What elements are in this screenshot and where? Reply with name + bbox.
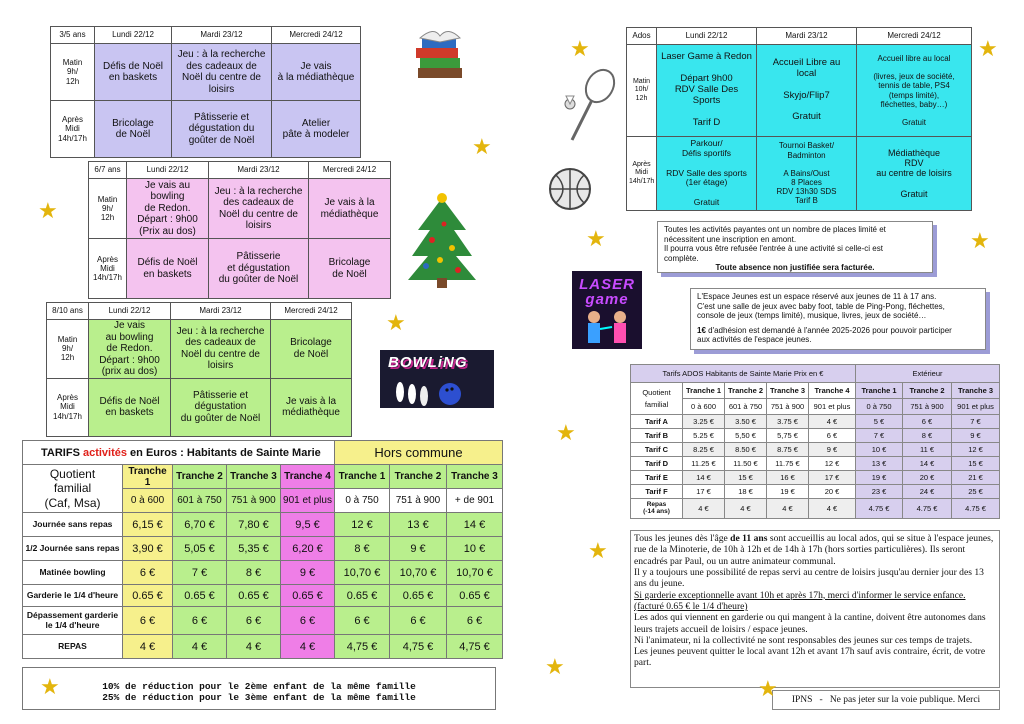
tarif-value: 3,90 € <box>123 537 173 561</box>
tranche-header: Tranche 1 <box>856 383 903 399</box>
ados-tarif-value: 14 € <box>683 471 725 485</box>
tarif-row-label: REPAS <box>23 635 123 659</box>
tarif-row-label: Journée sans repas <box>23 513 123 537</box>
ados-tarif-value: 23 € <box>856 485 903 499</box>
hors-commune-header: Hors commune <box>335 441 503 465</box>
range-cell: 0 à 600 <box>683 399 725 415</box>
tarifs-title: TARIFS activités en Euros : Habitants de Sainte Marie <box>23 441 335 465</box>
tarif-value: 10,70 € <box>335 561 390 585</box>
afternoon-label: Après Midi 14h/17h <box>89 239 127 299</box>
ados-tarif-value: 15 € <box>952 457 1000 471</box>
day-header: Mercredi 24/12 <box>272 27 361 44</box>
tranche-header: Tranche 2 <box>725 383 767 399</box>
christmas-tree-icon <box>402 190 482 290</box>
tarif-value: 6 € <box>390 607 447 635</box>
ados-tarif-value: 12 € <box>952 443 1000 457</box>
ados-tarif-value: 3.25 € <box>683 415 725 429</box>
activity-cell: Pâtisserie et dégustation du goûter de Noël <box>209 239 309 299</box>
day-header: Mercredi 24/12 <box>309 162 391 179</box>
tranche-header: Tranche 2 <box>390 465 447 489</box>
ados-tarif-value: 17 € <box>683 485 725 499</box>
range-cell: 901 et plus <box>281 489 335 513</box>
age-label: 8/10 ans <box>47 303 89 320</box>
ados-tarif-value: 21 € <box>952 471 1000 485</box>
star-icon: ★ <box>545 654 565 679</box>
basketball-icon <box>547 166 593 212</box>
tarif-value: 8 € <box>335 537 390 561</box>
ados-tarif-row <box>631 471 1000 485</box>
books-icon <box>410 26 466 84</box>
notice-line: complète. <box>664 253 699 263</box>
tarif-value: 9,5 € <box>281 513 335 537</box>
notice-line: nécessitent une inscription en amont. <box>664 234 797 244</box>
ados-tarif-value: 11 € <box>903 443 952 457</box>
range-cell: 0 à 750 <box>335 489 390 513</box>
ados-tarif-value: 11.75 € <box>767 457 809 471</box>
quotient-familial-label: Quotient familial (Caf, Msa) <box>23 465 123 513</box>
ados-tarifs-table <box>630 364 1000 519</box>
ados-tarif-value: 4 € <box>683 499 725 519</box>
notice-paragraph: 1€ d'adhésion est demandé à l'année 2025-2026 pour pouvoir participer aux activités de l'espace jeunes. <box>697 325 952 345</box>
activity-cell: Laser Game à Redon Départ 9h00 RDV Salle Des Sports Tarif D <box>657 45 757 137</box>
tarif-value: 0.65 € <box>447 585 503 607</box>
tranche-header: Tranche 1 <box>335 465 390 489</box>
ados-tarif-value: 3.75 € <box>767 415 809 429</box>
tarif-value: 0.65 € <box>123 585 173 607</box>
ados-tarif-row <box>631 429 1000 443</box>
tarif-value: 10 € <box>447 537 503 561</box>
reduction-line: 25% de réduction pour le 3ème enfant de la même famille <box>102 692 416 703</box>
laser-game-image <box>572 271 642 349</box>
activity-cell: Bricolage de Noël <box>95 101 172 158</box>
ados-tarif-value: 4.75 € <box>856 499 903 519</box>
morning-label: Matin 9h/ 12h <box>47 320 89 379</box>
ados-tarif-value: 8.75 € <box>767 443 809 457</box>
tarif-value: 7 € <box>173 561 227 585</box>
schedule-ados <box>626 27 972 211</box>
ados-tarif-value: 4 € <box>809 415 856 429</box>
tarif-value: 10,70 € <box>447 561 503 585</box>
ados-tarif-value: 4 € <box>809 499 856 519</box>
day-header: Mercredi 24/12 <box>857 28 972 45</box>
activity-cell: Pâtisserie et dégustation du goûter de Noël <box>172 101 272 158</box>
ados-tarif-value: 8.25 € <box>683 443 725 457</box>
activity-cell: Jeu : à la recherche des cadeaux de Noël du centre de loisirs <box>172 44 272 101</box>
day-header: Lundi 22/12 <box>89 303 171 320</box>
reduction-box <box>22 667 496 710</box>
ados-tarif-label: Tarif E <box>631 471 683 485</box>
tarif-row-label: Garderie le 1/4 d'heure <box>23 585 123 607</box>
ados-tarif-value: 14 € <box>903 457 952 471</box>
laser-game-label: LASER game <box>579 276 635 308</box>
range-cell: 0 à 600 <box>123 489 173 513</box>
info-paragraph: Ni l'animateur, ni la collectivité ne sont responsables des jeunes sur ces temps de trajets. <box>634 634 973 646</box>
tarif-value: 0.65 € <box>173 585 227 607</box>
ados-tarif-value: 20 € <box>903 471 952 485</box>
tarif-row <box>23 607 503 635</box>
tarif-value: 7,80 € <box>227 513 281 537</box>
tranche-header: Tranche 4 <box>281 465 335 489</box>
activity-cell: Je vais au bowling de Redon. Départ : 9h00 (prix au dos) <box>89 320 171 379</box>
ados-tarif-label: Tarif C <box>631 443 683 457</box>
tarif-value: 9 € <box>390 537 447 561</box>
range-cell: + de 901 <box>447 489 503 513</box>
quotient-familial-label: Quotient familial <box>631 383 683 415</box>
ados-tarif-value: 4 € <box>767 499 809 519</box>
info-paragraph: Si garderie exceptionnelle avant 10h et après 17h, merci d'informer le service enfance. (facturé 0.65 € le 1/4 d'heure) <box>634 589 966 612</box>
activity-cell: Bricolage de Noël <box>271 320 352 379</box>
activity-cell: Je vais à la médiathèque <box>271 378 352 436</box>
activity-cell: Tournoi Basket/ Badminton A Bains/Oust 8 Places RDV 13h30 SDS Tarif B <box>757 137 857 211</box>
badminton-icon <box>560 66 618 148</box>
ados-tarif-value: 7 € <box>952 415 1000 429</box>
tarif-value: 6 € <box>173 607 227 635</box>
range-cell: 751 à 900 <box>767 399 809 415</box>
afternoon-label: Après Midi 14h/17h <box>51 101 95 158</box>
tarif-value: 6 € <box>281 607 335 635</box>
ados-tarif-value: 8 € <box>903 429 952 443</box>
activity-cell: Accueil libre au local (livres, jeux de société, tennis de table, PS4 (temps limité), fléchettes, baby…) Gratuit <box>857 45 972 137</box>
tarif-value: 10,70 € <box>390 561 447 585</box>
ados-tarif-value: 9 € <box>809 443 856 457</box>
ados-tarif-value: 10 € <box>856 443 903 457</box>
info-box <box>630 530 1000 688</box>
tarif-value: 0.65 € <box>227 585 281 607</box>
activity-cell: Défis de Noël en baskets <box>95 44 172 101</box>
day-header: Mardi 23/12 <box>171 303 271 320</box>
schedule-8-10 <box>46 302 352 437</box>
day-header: Mercredi 24/12 <box>271 303 352 320</box>
bowling-label: BOWLiNG <box>388 354 468 371</box>
tarif-row <box>23 537 503 561</box>
range-cell: 751 à 900 <box>227 489 281 513</box>
ados-tarif-value: 25 € <box>952 485 1000 499</box>
ados-tarif-value: 9 € <box>952 429 1000 443</box>
ados-tarif-label: Tarif D <box>631 457 683 471</box>
notice-line: Il pourra vous être refusée l'entrée à une activité si celle-ci est <box>664 244 883 254</box>
info-paragraph: Les ados qui viennent en garderie ou qui mangent à la cantine, doivent être autonomes dans leurs trajets accueil de loisirs / espace jeunes. <box>634 612 986 635</box>
ados-tarif-value: 5,50 € <box>725 429 767 443</box>
tarif-row <box>23 513 503 537</box>
activity-cell: Défis de Noël en baskets <box>89 378 171 436</box>
ados-tarif-value: 24 € <box>903 485 952 499</box>
tarif-row <box>23 561 503 585</box>
tarif-row-label: Matinée bowling <box>23 561 123 585</box>
tarif-value: 6 € <box>227 607 281 635</box>
ados-tarif-value: 4 € <box>725 499 767 519</box>
ados-tarif-value: 19 € <box>767 485 809 499</box>
day-header: Mardi 23/12 <box>172 27 272 44</box>
tarif-value: 13 € <box>390 513 447 537</box>
star-icon: ★ <box>588 538 608 563</box>
tranche-header: Tranche 3 <box>767 383 809 399</box>
tarif-value: 6 € <box>123 607 173 635</box>
morning-label: Matin 10h/ 12h <box>627 45 657 137</box>
tarif-value: 12 € <box>335 513 390 537</box>
bowling-image <box>380 350 494 408</box>
tarif-value: 14 € <box>447 513 503 537</box>
tarif-value: 4 € <box>123 635 173 659</box>
ados-tarif-value: 17 € <box>809 471 856 485</box>
ados-tarif-row <box>631 499 1000 519</box>
activity-cell: Défis de Noël en baskets <box>127 239 209 299</box>
afternoon-label: Après Midi 14h/17h <box>627 137 657 211</box>
ados-tarif-value: 15 € <box>725 471 767 485</box>
tarif-value: 6 € <box>123 561 173 585</box>
tarif-value: 6,20 € <box>281 537 335 561</box>
activity-cell: Je vais à la médiathèque <box>309 179 391 239</box>
ados-tarif-value: 4.75 € <box>903 499 952 519</box>
tranche-header: Tranche 1 <box>683 383 725 399</box>
info-paragraph: Les jeunes peuvent quitter le local avant 12h et avant 17h sauf avis contraire, écrit, de votre part. <box>634 646 986 669</box>
activity-cell: Je vais au bowling de Redon. Départ : 9h00 (Prix au dos) <box>127 179 209 239</box>
ados-tarif-value: 5 € <box>856 415 903 429</box>
ados-tarif-value: 3.50 € <box>725 415 767 429</box>
ados-tarif-value: 8.50 € <box>725 443 767 457</box>
activity-cell: Jeu : à la recherche des cadeaux de Noël du centre de loisirs <box>171 320 271 379</box>
star-icon: ★ <box>586 226 606 251</box>
range-cell: 751 à 900 <box>903 399 952 415</box>
age-label: 6/7 ans <box>89 162 127 179</box>
ados-tarif-value: 6 € <box>809 429 856 443</box>
tarif-value: 4,75 € <box>335 635 390 659</box>
age-label: Ados <box>627 28 657 45</box>
star-icon: ★ <box>978 36 998 61</box>
notice-line: Toutes les activités payantes ont un nombre de places limité et <box>664 225 886 234</box>
ados-tarif-value: 20 € <box>809 485 856 499</box>
tarif-row-label: Dépassement garderie le 1/4 d'heure <box>23 607 123 635</box>
tarif-value: 4 € <box>227 635 281 659</box>
ados-tarif-value: 5,75 € <box>767 429 809 443</box>
tarif-value: 8 € <box>227 561 281 585</box>
info-paragraph: Tous les jeunes dès l'âge de 11 ans sont accueillis au local ados, qui se situe à l'espace jeunes, rue de la Minoterie, de 10h à 12h et de 14h à 17h (hors sorties particulières). Ils seront encadrés par Paul, ou un autre animateur communal. <box>634 533 994 567</box>
ados-tarif-value: 4.75 € <box>952 499 1000 519</box>
activity-cell: Jeu : à la recherche des cadeaux de Noël du centre de loisirs <box>209 179 309 239</box>
star-icon: ★ <box>472 134 492 159</box>
notice-line: Toute absence non justifiée sera facturée. <box>715 263 875 273</box>
star-icon: ★ <box>758 676 778 701</box>
notice-espace-jeunes <box>690 288 986 350</box>
tarif-value: 0.65 € <box>281 585 335 607</box>
ados-tarif-value: 18 € <box>725 485 767 499</box>
ados-tarif-value: 12 € <box>809 457 856 471</box>
footer-ipns: IPNS - Ne pas jeter sur la voie publique. Merci <box>772 690 1000 710</box>
range-cell: 901 et plus <box>952 399 1000 415</box>
ados-tarif-label: Tarif A <box>631 415 683 429</box>
activity-cell: Atelier pâte à modeler <box>272 101 361 158</box>
tarif-value: 0.65 € <box>390 585 447 607</box>
tarif-row <box>23 585 503 607</box>
activity-cell: Médiathèque RDV au centre de loisirs Gratuit <box>857 137 972 211</box>
tranche-header: Tranche 3 <box>952 383 1000 399</box>
tranche-header: Tranche 3 <box>227 465 281 489</box>
ados-tarif-value: 16 € <box>767 471 809 485</box>
star-icon: ★ <box>40 674 60 699</box>
reduction-line: 10% de réduction pour le 2ème enfant de la même famille <box>102 681 416 692</box>
activity-cell: Je vais à la médiathèque <box>272 44 361 101</box>
players-icon <box>572 305 642 349</box>
range-cell: 0 à 750 <box>856 399 903 415</box>
ados-tarif-row <box>631 443 1000 457</box>
activity-cell: Parkour/ Défis sportifs RDV Salle des sports (1er étage) Gratuit <box>657 137 757 211</box>
activity-cell: Pâtisserie et dégustation du goûter de Noël <box>171 378 271 436</box>
tranche-header: Tranche 4 <box>809 383 856 399</box>
tranche-header: Tranche 2 <box>903 383 952 399</box>
tarif-value: 6,15 € <box>123 513 173 537</box>
tarif-row <box>23 635 503 659</box>
ados-tarif-label: Tarif F <box>631 485 683 499</box>
tranche-header: Tranche 2 <box>173 465 227 489</box>
tarif-value: 0.65 € <box>335 585 390 607</box>
morning-label: Matin 9h/ 12h <box>89 179 127 239</box>
day-header: Mardi 23/12 <box>209 162 309 179</box>
ados-tarif-value: 19 € <box>856 471 903 485</box>
day-header: Lundi 22/12 <box>127 162 209 179</box>
range-cell: 901 et plus <box>809 399 856 415</box>
ados-tarif-value: 11.50 € <box>725 457 767 471</box>
day-header: Lundi 22/12 <box>657 28 757 45</box>
tarif-row-label: 1/2 Journée sans repas <box>23 537 123 561</box>
range-cell: 751 à 900 <box>390 489 447 513</box>
ados-tarif-row <box>631 457 1000 471</box>
exterieur-header: Extérieur <box>856 365 1000 383</box>
range-cell: 601 à 750 <box>725 399 767 415</box>
tarif-value: 4 € <box>173 635 227 659</box>
afternoon-label: Après Midi 14h/17h <box>47 378 89 436</box>
ados-tarif-value: 13 € <box>856 457 903 471</box>
star-icon: ★ <box>386 310 406 335</box>
tranche-header: Tranche 3 <box>447 465 503 489</box>
day-header: Mardi 23/12 <box>757 28 857 45</box>
ados-tarif-label: Repas (-14 ans) <box>631 499 683 519</box>
day-header: Lundi 22/12 <box>95 27 172 44</box>
tranche-header: Tranche 1 <box>123 465 173 489</box>
tarif-value: 4,75 € <box>447 635 503 659</box>
activity-cell: Accueil Libre au local Skyjo/Flip7 Gratuit <box>757 45 857 137</box>
star-icon: ★ <box>570 36 590 61</box>
tarif-value: 4 € <box>281 635 335 659</box>
tarif-value: 5,35 € <box>227 537 281 561</box>
schedule-3-5 <box>50 26 361 158</box>
ados-tarif-row <box>631 485 1000 499</box>
tarif-value: 6,70 € <box>173 513 227 537</box>
star-icon: ★ <box>970 228 990 253</box>
ados-tarif-value: 6 € <box>903 415 952 429</box>
ados-tarif-label: Tarif B <box>631 429 683 443</box>
age-label: 3/5 ans <box>51 27 95 44</box>
tarif-value: 9 € <box>281 561 335 585</box>
schedule-6-7 <box>88 161 391 299</box>
tarif-value: 6 € <box>447 607 503 635</box>
ados-tarifs-title: Tarifs ADOS Habitants de Sainte Marie Prix en € <box>631 365 856 383</box>
ados-tarif-row <box>631 415 1000 429</box>
bowling-pins-icon <box>380 372 494 408</box>
ados-tarif-value: 5.25 € <box>683 429 725 443</box>
range-cell: 601 à 750 <box>173 489 227 513</box>
tarifs-table <box>22 440 503 659</box>
star-icon: ★ <box>556 420 576 445</box>
tarif-value: 5,05 € <box>173 537 227 561</box>
notice-limited-places <box>657 221 933 273</box>
notice-paragraph: L'Espace Jeunes est un espace réservé aux jeunes de 11 à 17 ans. C'est une salle de jeux avec baby foot, table de Ping-Pong, fléchettes, console de jeux (temps limité), musique, livres, jeux de société… <box>697 292 945 321</box>
tarif-value: 6 € <box>335 607 390 635</box>
info-paragraph: Il y a toujours une possibilité de repas servi au centre de loisirs jusqu'au dernier jour des 13 ans du jeune. <box>634 566 984 590</box>
ados-tarif-value: 7 € <box>856 429 903 443</box>
activity-cell: Bricolage de Noël <box>309 239 391 299</box>
ados-tarif-value: 11.25 € <box>683 457 725 471</box>
tarif-value: 4,75 € <box>390 635 447 659</box>
morning-label: Matin 9h/ 12h <box>51 44 95 101</box>
star-icon: ★ <box>38 198 58 223</box>
